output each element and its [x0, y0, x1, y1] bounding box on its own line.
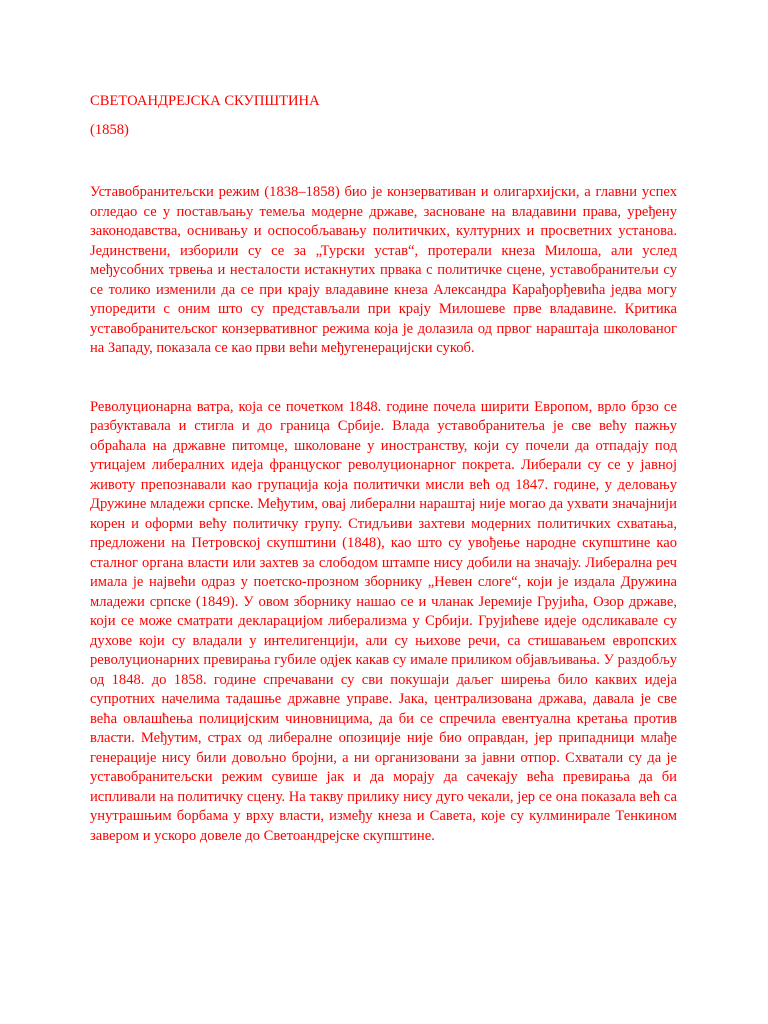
document-title: СВЕТОАНДРЕЈСКА СКУПШТИНА	[90, 93, 320, 109]
paragraph-intro: Уставобранитељски режим (1838–1858) био је конзервативан и олигархијски, а главни успех огледао се у постављању темеља модерне државе, засноване на владавини права, уређену законодавства, оснивању и оспособљавању политичких, културних и просветних установа. Јединствени, изборили су се за „Турски устав“, протерали кнеза Милоша, али услед међусобних трвења и несталости истакнутих првака с политичке сцене, уставобранитељи су се толико изменили да се при крају владавине кнеза Александра Карађорђевића једва могу упоредити с оним што су представљали при крају Милошеве прве владавине. Критика уставобранитељског конзервативног режима која је долазила од првог нараштаја школованог на Западу, показала се као први већи међугенерацијски сукоб.	[90, 184, 677, 356]
document-body	[90, 92, 677, 846]
paragraph-revolution: Револуционарна ватра, која се почетком 1848. године почела ширити Европом, врло брзо се разбуктавала и стигла и до граница Србије. Влада уставобранитеља је све већу пажњу обраћала на државне питомце, школоване у иностранству, који су почели да отпадају под утицајем либералних идеја француског револуционарног покрета. Либерали су се у јавној животу препознавали као групација која политички мисли већ од 1847. године, у деловању Дружине младежи српске. Међутим, овај либерални нараштај није могао да ухвати значајнији корен и оформи већу политичку групу. Стидљиви захтеви модерних политичких схватања, предложени на Петровској скупштини (1848), као што су увођење народне скупштине као сталног органа власти или захтев за слободом штампе нису добили на значају. Либерална реч имала је највећи одраз у поетско-прозном зборнику „Невен слоге“, који је издала Дружина младежи српске (1849). У овом зборнику нашао се и чланак Јеремије Грујића, Озор државе, који се може сматрати декларацијом либерализма у Србији. Грујићеве идеје одсликавале су духове који су владали у интелигенцији, али су њихове речи, са стишавањем европских револуционарних превирања губиле одјек какав су имале приликом објављивања. У раздобљу од 1848. до 1858. године спречавани су сви покушаји даљег ширења било каквих идеја супротних начелима тадашње државне управе. Јака, централизована држава, давала је све већа овлашћења полицијским чиновницима, да би се спречила евентуална кретања против власти. Међутим, страх од либералне опозиције није био оправдан, јер припадници млађе генерације нису били довољно бројни, а ни организовани за јавни отпор. Схватали су да је уставобранитељски режим сувише јак и да морају да сачекају већа превирања да би испливали на политичку сцену. На такву прилику нису дуго чекали, јер се она показала већ са унутрашњим борбама у врху власти, између кнеза и Савета, које су кулминирале Тенкином завером и ускоро довеле до Светоандрејске скупштине.	[90, 398, 677, 844]
document-year: (1858)	[90, 121, 129, 138]
